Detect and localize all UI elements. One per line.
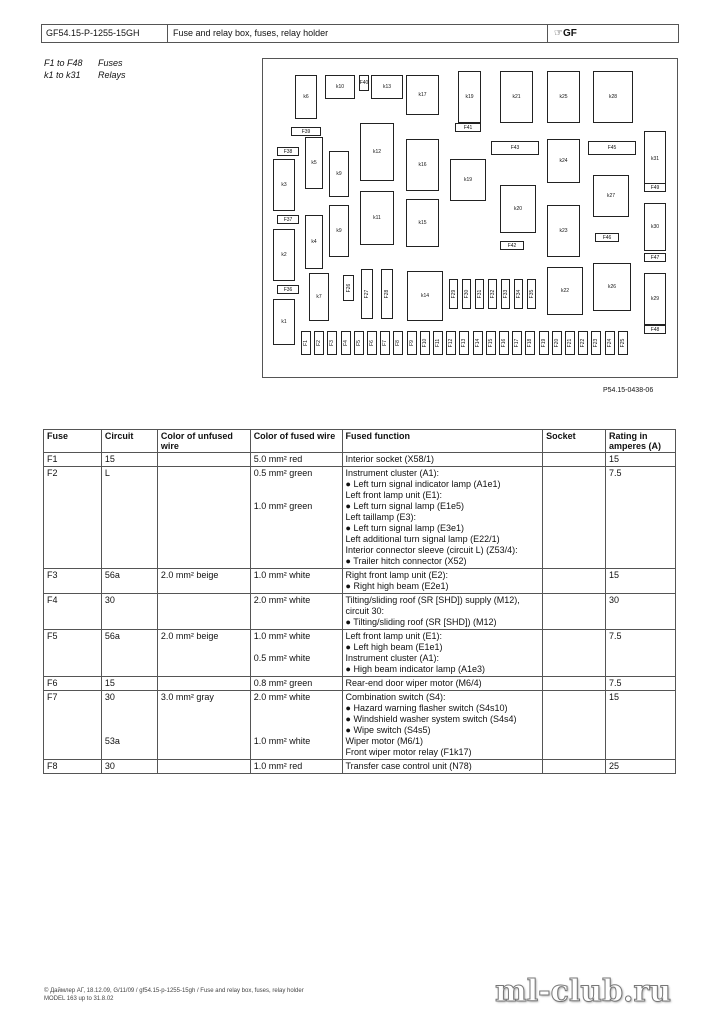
fuse: F11: [433, 331, 443, 355]
fuse: F48: [644, 325, 666, 334]
fuse: F25: [618, 331, 628, 355]
cell-circuit: 30 53a: [101, 691, 157, 760]
cell-fuse: F6: [44, 677, 102, 691]
fuse: F34: [514, 279, 523, 309]
cell-fused: 2.0 mm² white 1.0 mm² white: [250, 691, 342, 760]
cell-function: Right front lamp unit (E2): ● Right high beam (E2e1): [342, 569, 543, 594]
col-socket: Socket: [543, 430, 606, 453]
cell-unfused: 3.0 mm² gray: [157, 691, 250, 760]
cell-fused: 0.8 mm² green: [250, 677, 342, 691]
fuse: F46: [595, 233, 619, 242]
fuse: F29: [449, 279, 458, 309]
cell-function: Combination switch (S4): ● Hazard warning flasher switch (S4s10) ● Windshield washer system switch (S4s4) ● Wipe switch (S4s5) Wiper motor (M6/1) Front wiper motor relay (F1k17): [342, 691, 543, 760]
relay: k24: [547, 139, 580, 183]
fuse: F6: [367, 331, 377, 355]
relay: k20: [500, 185, 536, 233]
fuse: F14: [473, 331, 483, 355]
cell-circuit: 30: [101, 594, 157, 630]
diagram-code: P54.15-0438-06: [603, 387, 654, 394]
relay: k11: [360, 191, 394, 245]
fuse: F12: [446, 331, 456, 355]
doc-title: Fuse and relay box, fuses, relay holder: [173, 28, 329, 38]
fuse: F22: [578, 331, 588, 355]
fuse: F32: [488, 279, 497, 309]
relay: k1: [273, 299, 295, 345]
fuse: F30: [462, 279, 471, 309]
table-row: [44, 691, 676, 760]
fuse: F13: [459, 331, 469, 355]
fuse: F35: [527, 279, 536, 309]
cell-function: Rear-end door wiper motor (M6/4): [342, 677, 543, 691]
fuse: F17: [512, 331, 522, 355]
cell-unfused: [157, 467, 250, 569]
cell-unfused: [157, 760, 250, 774]
watermark-logo: ml-club.ru: [495, 974, 672, 1009]
relay: k17: [406, 75, 439, 115]
table-row: [44, 594, 676, 630]
legend-fuses: F1 to F48 Fuses: [44, 58, 123, 68]
fuse: F2: [314, 331, 324, 355]
relay: k16: [406, 139, 439, 191]
relay: k2: [273, 229, 295, 281]
relay: k23: [547, 205, 580, 257]
relay: k15: [406, 199, 439, 247]
cell-fused: 1.0 mm² red: [250, 760, 342, 774]
relay: k30: [644, 203, 666, 251]
cell-function: Tilting/sliding roof (SR [SHD]) supply (M12), circuit 30: ● Tilting/sliding roof (SR [SHD]) (M12): [342, 594, 543, 630]
relay: k19: [458, 71, 481, 123]
relay: k14: [407, 271, 443, 321]
cell-circuit: 56a: [101, 569, 157, 594]
cell-socket: [543, 691, 606, 760]
document-header: [41, 24, 679, 43]
cell-rating: 7.5: [606, 467, 676, 569]
table-row: [44, 630, 676, 677]
cell-rating: 30: [606, 594, 676, 630]
relay: k7: [309, 273, 329, 321]
cell-fused: 1.0 mm² white: [250, 569, 342, 594]
cell-circuit: L: [101, 467, 157, 569]
fuse: F21: [565, 331, 575, 355]
fuse: F5: [354, 331, 364, 355]
relay: k19: [450, 159, 486, 201]
relay: k21: [500, 71, 533, 123]
fuse: F37: [277, 215, 299, 224]
cell-fuse: F7: [44, 691, 102, 760]
cell-function: Transfer case control unit (N78): [342, 760, 543, 774]
relay: k10: [325, 75, 355, 99]
table-row: [44, 677, 676, 691]
fuse: F15: [486, 331, 496, 355]
fuse: F40: [359, 75, 369, 91]
relay: k25: [547, 71, 580, 123]
cell-socket: [543, 677, 606, 691]
fuse: F1: [301, 331, 311, 355]
cell-socket: [543, 569, 606, 594]
cell-unfused: [157, 453, 250, 467]
cell-fuse: F1: [44, 453, 102, 467]
fuse: F49: [644, 183, 666, 192]
relay: k3: [273, 159, 295, 211]
cell-fuse: F4: [44, 594, 102, 630]
cell-socket: [543, 630, 606, 677]
cell-fused: 0.5 mm² green 1.0 mm² green: [250, 467, 342, 569]
cell-socket: [543, 760, 606, 774]
cell-fused: 2.0 mm² white: [250, 594, 342, 630]
fuse: F18: [525, 331, 535, 355]
relay: k26: [593, 263, 631, 311]
col-function: Fused function: [342, 430, 543, 453]
col-fuse: Fuse: [44, 430, 102, 453]
cell-socket: [543, 594, 606, 630]
cell-function: Instrument cluster (A1): ● Left turn signal indicator lamp (A1e1) Left front lamp unit (E1): ● Left turn signal lamp (E1e5) Left taillamp (E3): ● Left turn signal lamp (E3e1) Left additional turn signal lamp (E22/1) Interior connector sleeve (circuit L) (Z53/4): ● Trailer hitch connector (X52): [342, 467, 543, 569]
table-row: [44, 760, 676, 774]
cell-circuit: 30: [101, 760, 157, 774]
footer: © Даймлер АГ, 18.12.09, G/11/09 / gf54.15-p-1255-15gh / Fuse and relay box, fuses, relay holder MODEL 163 up to 31.8.02: [44, 988, 304, 1002]
cell-function: Left front lamp unit (E1): ● Left high beam (E1e1) Instrument cluster (A1): ● High beam indicator lamp (A1e3): [342, 630, 543, 677]
fuse-table: [43, 429, 676, 774]
doc-id: GF54.15-P-1255-15GH: [46, 28, 140, 38]
gf-tag: ☞GF: [554, 28, 577, 39]
fuse: F23: [591, 331, 601, 355]
cell-fused: 5.0 mm² red: [250, 453, 342, 467]
cell-circuit: 56a: [101, 630, 157, 677]
fuse: F38: [277, 147, 299, 156]
relay: k12: [360, 123, 394, 181]
relay: k4: [305, 215, 323, 269]
col-unfused: Color of unfused wire: [157, 430, 250, 453]
fuse: F42: [500, 241, 524, 250]
cell-unfused: [157, 594, 250, 630]
cell-fuse: F2: [44, 467, 102, 569]
cell-fused: 1.0 mm² white 0.5 mm² white: [250, 630, 342, 677]
fuse: F26: [343, 275, 354, 301]
fuse: F36: [277, 285, 299, 294]
fuse: F31: [475, 279, 484, 309]
table-row: [44, 453, 676, 467]
cell-fuse: F5: [44, 630, 102, 677]
fuse: F27: [361, 269, 373, 319]
fuse: F9: [407, 331, 417, 355]
fuse: F47: [644, 253, 666, 262]
fuse-box-diagram: [262, 58, 678, 378]
fuse: F41: [455, 123, 481, 132]
cell-fuse: F3: [44, 569, 102, 594]
cell-socket: [543, 453, 606, 467]
table-row: [44, 467, 676, 569]
relay: k13: [371, 75, 403, 99]
cell-unfused: [157, 677, 250, 691]
cell-unfused: 2.0 mm² beige: [157, 569, 250, 594]
cell-rating: 7.5: [606, 677, 676, 691]
relay: k22: [547, 267, 583, 315]
cell-rating: 7.5: [606, 630, 676, 677]
cell-rating: 15: [606, 453, 676, 467]
fuse: F10: [420, 331, 430, 355]
relay: k9: [329, 151, 349, 197]
fuse: F39: [291, 127, 321, 136]
relay: k28: [593, 71, 633, 123]
fuse: F24: [605, 331, 615, 355]
cell-unfused: 2.0 mm² beige: [157, 630, 250, 677]
relay: k31: [644, 131, 666, 187]
fuse: F28: [381, 269, 393, 319]
fuse: F43: [491, 141, 539, 155]
fuse: F8: [393, 331, 403, 355]
fuse: F16: [499, 331, 509, 355]
cell-rating: 25: [606, 760, 676, 774]
cell-rating: 15: [606, 569, 676, 594]
fuse: F3: [327, 331, 337, 355]
fuse: F4: [341, 331, 351, 355]
cell-circuit: 15: [101, 453, 157, 467]
relay: k29: [644, 273, 666, 325]
fuse: F20: [552, 331, 562, 355]
fuse: F19: [539, 331, 549, 355]
cell-rating: 15: [606, 691, 676, 760]
cell-socket: [543, 467, 606, 569]
col-rating: Rating in amperes (A): [606, 430, 676, 453]
fuse: F33: [501, 279, 510, 309]
relay: k5: [305, 137, 323, 189]
cell-function: Interior socket (X58/1): [342, 453, 543, 467]
fuse: F7: [380, 331, 390, 355]
cell-circuit: 15: [101, 677, 157, 691]
col-circuit: Circuit: [101, 430, 157, 453]
relay: k9: [329, 205, 349, 257]
table-row: [44, 569, 676, 594]
cell-fuse: F8: [44, 760, 102, 774]
legend-relays: k1 to k31 Relays: [44, 70, 126, 80]
relay: k6: [295, 75, 317, 119]
relay: k27: [593, 175, 629, 217]
fuse: F45: [588, 141, 636, 155]
col-fused: Color of fused wire: [250, 430, 342, 453]
